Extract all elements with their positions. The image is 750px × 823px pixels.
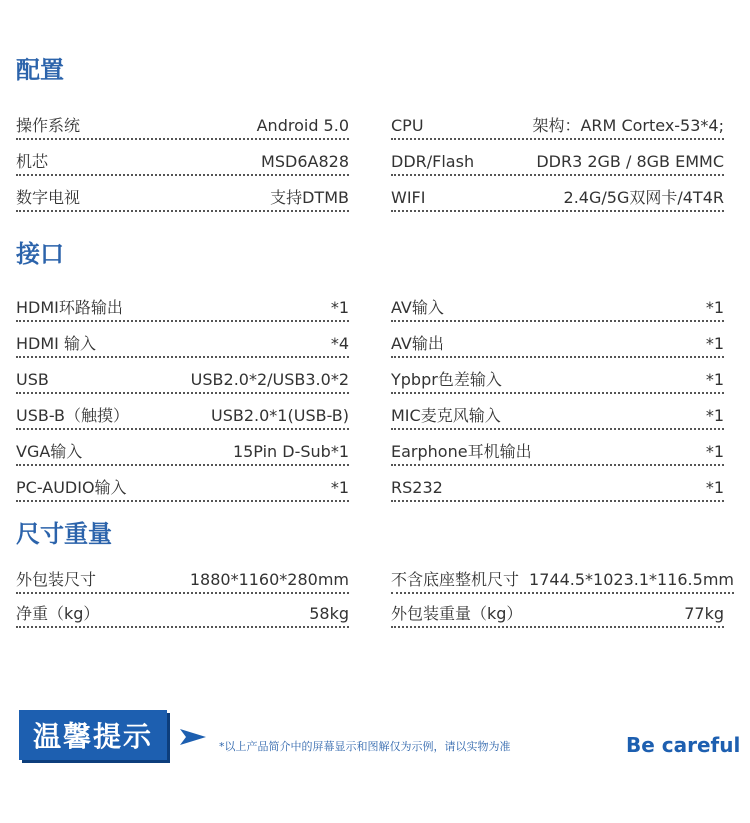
spec-value: 2.4G/5G双网卡/4T4R <box>563 188 724 207</box>
interface-value: *4 <box>330 334 349 353</box>
interface-label: USB-B（触摸） <box>16 406 130 425</box>
interface-label: AV输入 <box>391 298 444 317</box>
spec-value: 架构：ARM Cortex-53*4; <box>532 116 724 135</box>
spec-row-digital-tv <box>16 182 349 212</box>
interface-row <box>16 436 349 466</box>
dimension-label: 净重（kg） <box>16 604 100 623</box>
spec-row-chipset <box>16 146 349 176</box>
interface-label: MIC麦克风输入 <box>391 406 501 425</box>
spec-label: 数字电视 <box>16 188 81 207</box>
dimension-value: 77kg <box>684 604 724 623</box>
notice-text: *以上产品简介中的屏幕显示和图解仅为示例，请以实物为准 <box>219 740 511 753</box>
interface-label: HDMI环路输出 <box>16 298 123 317</box>
dimension-value: 58kg <box>309 604 349 623</box>
interface-row <box>391 472 724 502</box>
spec-row-memory <box>391 146 724 176</box>
interface-value: *1 <box>705 478 724 497</box>
spec-value: DDR3 2GB / 8GB EMMC <box>536 152 724 171</box>
spec-label: DDR/Flash <box>391 152 475 171</box>
interface-label: Ypbpr色差输入 <box>391 370 502 389</box>
dimension-label: 不含底座整机尺寸 <box>391 570 520 589</box>
spec-label: 操作系统 <box>16 116 81 135</box>
dimension-label: 外包装重量（kg） <box>391 604 523 623</box>
dimension-label: 外包装尺寸 <box>16 570 97 589</box>
interface-value: *1 <box>705 406 724 425</box>
section-title-dimensions: 尺寸重量 <box>16 520 112 548</box>
interface-label: VGA输入 <box>16 442 83 461</box>
interface-row <box>16 328 349 358</box>
arrow-right-icon <box>180 729 206 745</box>
interface-label: HDMI 输入 <box>16 334 96 353</box>
interface-value: *1 <box>330 478 349 497</box>
interface-value: *1 <box>705 298 724 317</box>
interface-value: *1 <box>705 442 724 461</box>
interface-row <box>391 328 724 358</box>
dimension-row <box>16 598 349 628</box>
interface-row <box>391 436 724 466</box>
interface-value: *1 <box>705 370 724 389</box>
interface-label: USB <box>16 370 49 389</box>
interface-row <box>16 472 349 502</box>
spec-label: 机芯 <box>16 152 49 171</box>
interface-value: USB2.0*2/USB3.0*2 <box>190 370 349 389</box>
interface-label: Earphone耳机输出 <box>391 442 532 461</box>
dimension-value: 1744.5*1023.1*116.5mm <box>529 570 734 589</box>
interface-row <box>16 292 349 322</box>
spec-value: MSD6A828 <box>261 152 349 171</box>
interface-value: 15Pin D-Sub*1 <box>232 442 349 461</box>
interface-label: RS232 <box>391 478 443 497</box>
interface-row <box>391 400 724 430</box>
spec-row-os <box>16 110 349 140</box>
interface-value: *1 <box>705 334 724 353</box>
interface-value: *1 <box>330 298 349 317</box>
spec-row-wifi <box>391 182 724 212</box>
spec-label: WIFI <box>391 188 426 207</box>
spec-row-cpu <box>391 110 724 140</box>
be-careful-label: Be careful <box>626 733 741 757</box>
dimension-row <box>391 598 724 628</box>
interface-row <box>391 364 724 394</box>
dimension-value: 1880*1160*280mm <box>189 570 349 589</box>
interface-label: AV输出 <box>391 334 444 353</box>
spec-value: 支持DTMB <box>270 188 349 207</box>
spec-value: Android 5.0 <box>256 116 349 135</box>
notice-badge: 温馨提示 <box>19 710 167 760</box>
spec-label: CPU <box>391 116 424 135</box>
dimension-row <box>16 564 349 594</box>
interface-row <box>16 364 349 394</box>
interface-row <box>391 292 724 322</box>
section-title-config: 配置 <box>16 56 64 84</box>
interface-row <box>16 400 349 430</box>
dimension-row <box>391 564 734 594</box>
interface-value: USB2.0*1(USB-B) <box>211 406 349 425</box>
section-title-interfaces: 接口 <box>16 240 64 268</box>
interface-label: PC-AUDIO输入 <box>16 478 127 497</box>
